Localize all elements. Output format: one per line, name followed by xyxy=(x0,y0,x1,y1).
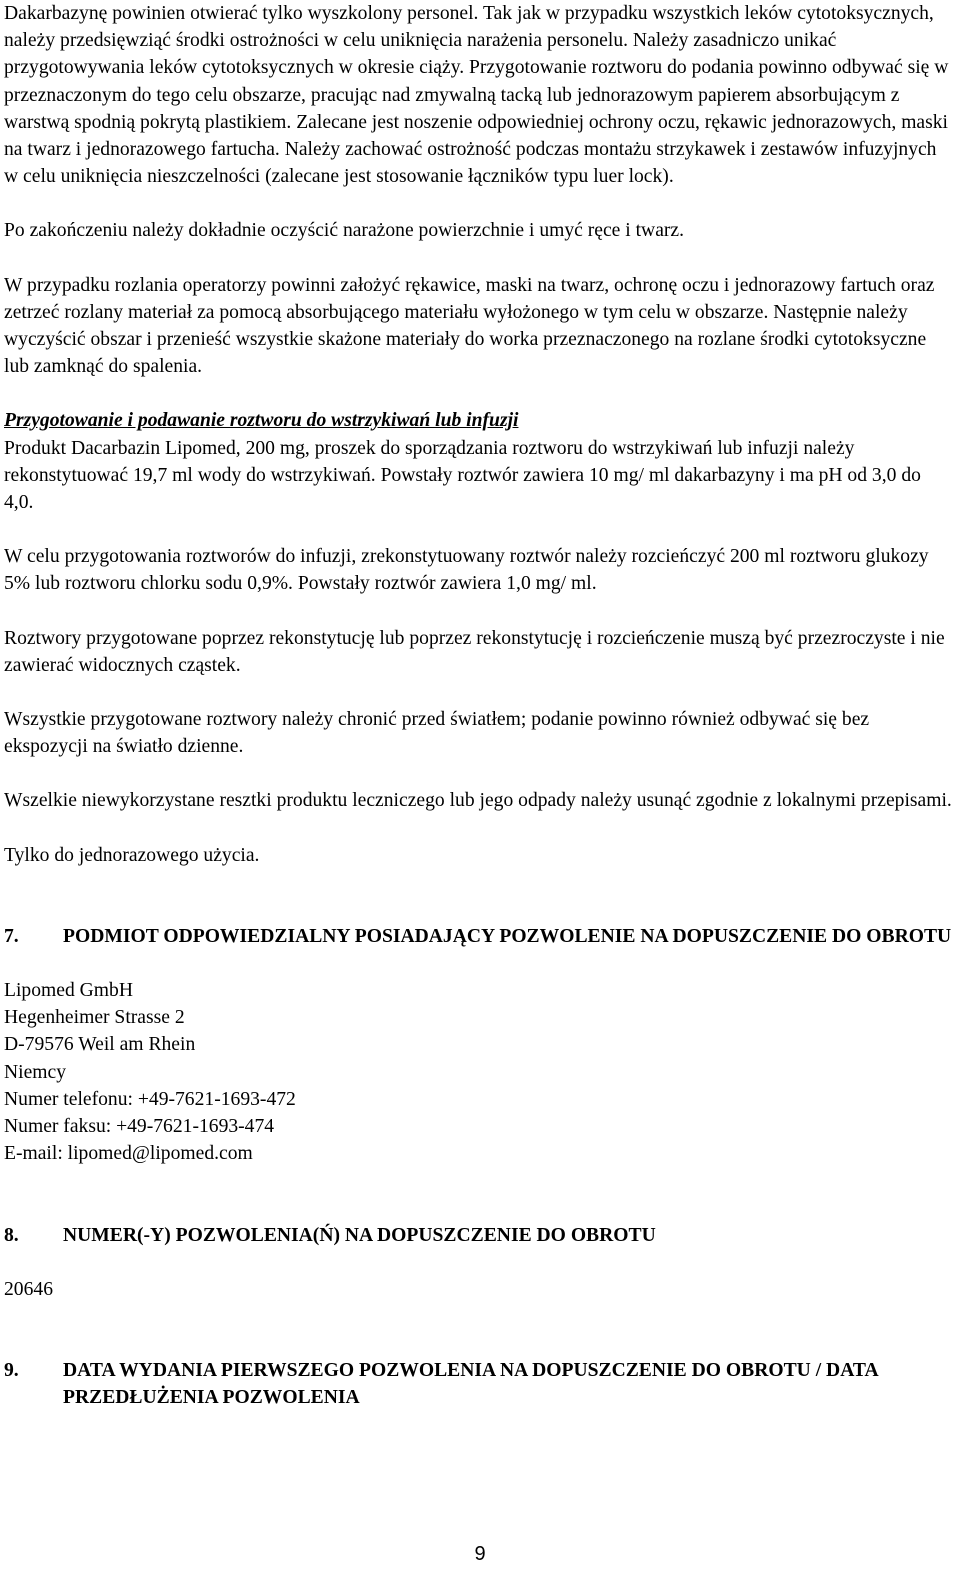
section-7-title: PODMIOT ODPOWIEDZIALNY POSIADAJĄCY POZWOLENIE NA DOPUSZCZENIE DO OBROTU xyxy=(63,925,952,947)
address-fax: Numer faksu: +49-7621-1693-474 xyxy=(4,1116,275,1138)
section-8-number: 8. xyxy=(4,1224,19,1246)
address-street: Hegenheimer Strasse 2 xyxy=(4,1007,185,1029)
paragraph-infusion: W celu przygotowania roztworów do infuzji, zrekonstytuowany roztwór należy rozcieńczyć 200 ml roztworu glukozy 5% lub roztworu chlorku sodu 0,9%. Powstały roztwór zawiera 1,0 mg/ ml. xyxy=(4,546,929,595)
paragraph-single-use: Tylko do jednorazowego użycia. xyxy=(4,844,260,866)
marketing-authorisation-holder-address xyxy=(4,977,954,1167)
paragraph-handling-precautions: Dakarbazynę powinien otwierać tylko wyszkolony personel. Tak jak w przypadku wszystkich leków cytotoksycznych, należy przedsięwziąć środki ostrożności w celu uniknięcia narażenia personelu. Należy zasadniczo unikać przygotowywania leków cytotoksycznych w okresie ciąży. Przygotowanie roztworu do podania powinno odbywać się w przeznaczonym do tego celu obszarze, pracując nad zmywalną tacką lub jednorazowym papierem absorbującym z warstwą spodnią pokrytą plastikiem. Zalecane jest noszenie odpowiedniej ochrony oczu, rękawic jednorazowych, maski na twarz i jednorazowego fartucha. Należy zachować ostrożność podczas montażu strzykawek i zestawów infuzyjnych w celu uniknięcia nieszczelności (zalecane jest stosowanie łączników typu luer lock). xyxy=(4,3,949,188)
document-page xyxy=(4,0,954,1411)
paragraph-reconstitution: Produkt Dacarbazin Lipomed, 200 mg, proszek do sporządzania roztworu do wstrzykiwań lub infuzji należy rekonstytuować 19,7 ml wody do wstrzykiwań. Powstały roztwór zawiera 10 mg/ ml dakarbazyny i ma pH od 3,0 do 4,0. xyxy=(4,437,921,514)
address-email: E-mail: lipomed@lipomed.com xyxy=(4,1143,253,1165)
section-8-title: NUMER(-Y) POZWOLENIA(Ń) NA DOPUSZCZENIE DO OBROTU xyxy=(63,1224,656,1246)
section-8-heading xyxy=(4,1222,954,1249)
section-7-number: 7. xyxy=(4,925,19,947)
paragraph-clarity: Roztwory przygotowane poprzez rekonstytucję lub poprzez rekonstytucję i rozcieńczenie muszą być przezroczyste i nie zawierać widocznych cząstek. xyxy=(4,627,945,676)
paragraph-cleanup: Po zakończeniu należy dokładnie oczyścić narażone powierzchnie i umyć ręce i twarz. xyxy=(4,220,685,242)
paragraph-spill: W przypadku rozlania operatorzy powinni założyć rękawice, maski na twarz, ochronę oczu i jednorazowy fartuch oraz zetrzeć rozlany materiał za pomocą absorbującego materiału wyłożonego w tym celu w obszarze. Następnie należy wyczyścić obszar i przenieść wszystkie skażone materiały do worka przeznaczonego na rozlane środki cytotoksyczne lub zamknąć do spalenia. xyxy=(4,274,935,378)
section-7-heading xyxy=(4,923,954,950)
address-country: Niemcy xyxy=(4,1061,67,1083)
subheading-preparation: Przygotowanie i podawanie roztworu do wstrzykiwań lub infuzji xyxy=(4,410,519,432)
paragraph-disposal: Wszelkie niewykorzystane resztki produktu leczniczego lub jego odpady należy usunąć zgodnie z lokalnymi przepisami. xyxy=(4,790,952,812)
address-company: Lipomed GmbH xyxy=(4,980,133,1002)
authorisation-number: 20646 xyxy=(4,1278,53,1300)
section-9-heading xyxy=(4,1357,954,1411)
address-phone: Numer telefonu: +49-7621-1693-472 xyxy=(4,1088,296,1110)
paragraph-light-protection: Wszystkie przygotowane roztwory należy chronić przed światłem; podanie powinno również odbywać się bez ekspozycji na światło dzienne. xyxy=(4,709,870,758)
section-9-title: DATA WYDANIA PIERWSZEGO POZWOLENIA NA DOPUSZCZENIE DO OBROTU / DATA PRZEDŁUŻENIA POZWOLENIA xyxy=(63,1359,878,1409)
page-number: 9 xyxy=(474,1543,486,1565)
address-city: D-79576 Weil am Rhein xyxy=(4,1034,196,1056)
section-9-number: 9. xyxy=(4,1359,19,1381)
